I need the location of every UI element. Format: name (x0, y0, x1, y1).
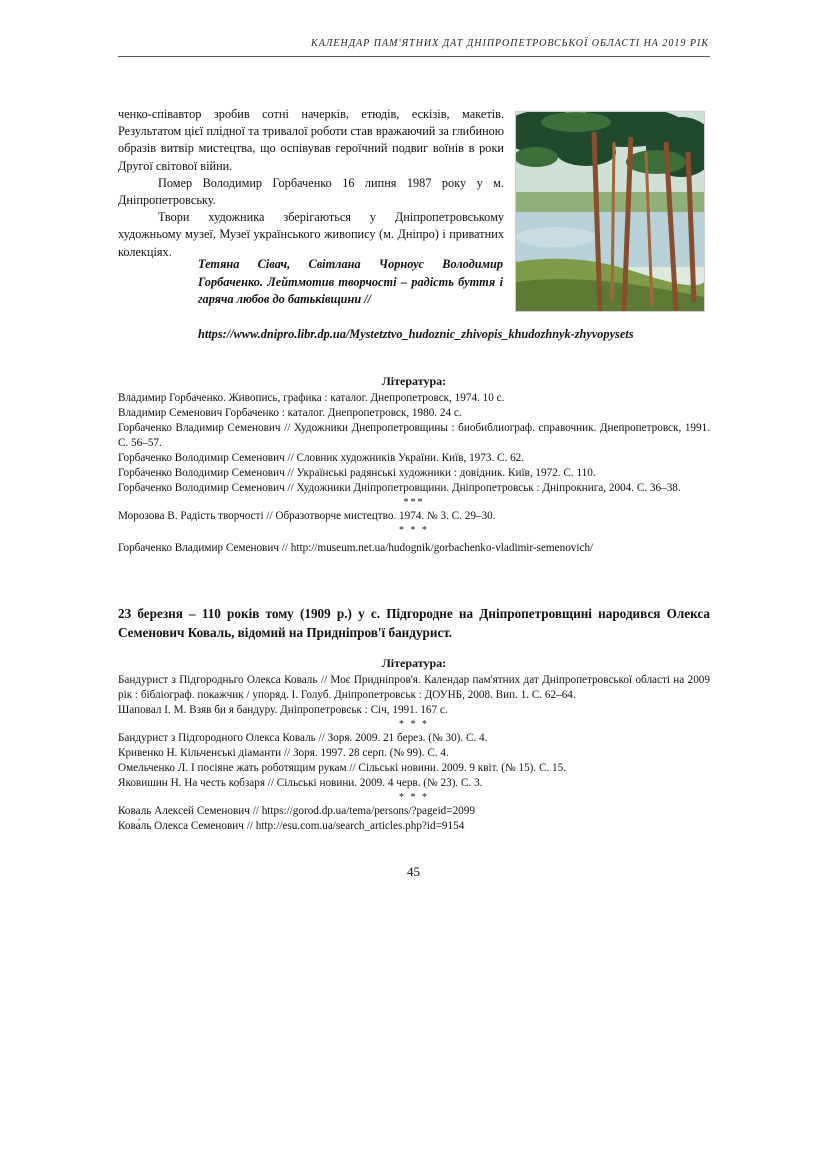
event-announcement: 23 березня – 110 років тому (1909 р.) у с. Підгородне на Дніпропетровщині народився Олекса Семенович Коваль, відомий на Придніпров'ї бандурист. (118, 606, 710, 640)
intro-paragraph-1: ченко-співавтор зробив сотні начерків, етюдів, ескізів, макетів. Результатом цієї плідної та тривалої роботи став вражаючий за глибиною образів витвір мистецтва, що оспівував героїчний подвиг воїнів в роки Другої світової війни. (118, 107, 504, 173)
reference-item: Горбаченко Владимир Семенович // http://museum.net.ua/hudognik/gorbachenko-vladimir-semenovich/ (118, 542, 594, 554)
reference-item: Шаповал І. М. Взяв би я бандуру. Дніпропетровськ : Січ, 1991. 167 с. (118, 704, 448, 716)
reference-item: Яковишин Н. На честь кобзаря // Сільські новини. 2009. 4 черв. (№ 23). С. 3. (118, 777, 483, 789)
literature-heading: Література: (381, 374, 447, 388)
reference-item: Морозова В. Радість творчості // Образотворче мистецтво. 1974. № 3. С. 29–30. (118, 510, 496, 522)
reference-item: Омельченко Л. І посіяне жать роботящим рукам // Сільські новини. 2009. 9 квіт. (№ 15). С. 15. (118, 762, 567, 774)
intro-paragraph-2: Помер Володимир Горбаченко 16 липня 1987 року у м. Дніпропетровську. (118, 175, 504, 208)
reference-item: Горбаченко Володимир Семенович // Українські радянські художники : довідник. Київ, 1972. С. 110. (118, 467, 596, 479)
separator: * * * (399, 525, 429, 536)
reference-item: Кова́ль Олекса Семенович // http://esu.com.ua/search_articles.php?id=9154 (118, 820, 465, 832)
signature-citation: Тетяна Сівач, Світлана Чорноус Володимир Горбаченко. Лейтмотив творчості – радість буття і гаряча любов до батьківщини // (198, 257, 503, 306)
literature-section-1 (118, 374, 710, 556)
intro-paragraph-3: Твори художника зберігаються у Дніпропетровському художньому музеї, Музеї українського живопису (м. Дніпро) і приватних колекціях. (118, 210, 504, 259)
reference-item: Горбаченко Володимир Семенович // Художники Дніпропетровщини. Дніпропетровськ : Дніпрокнига, 2004. С. 36–38. (118, 482, 681, 494)
reference-item: Бандурист з Підгородного Олекса Коваль // Зоря. 2009. 21 берез. (№ 30). С. 4. (118, 732, 488, 744)
separator: * * * (399, 719, 429, 730)
page-number: 45 (407, 864, 420, 879)
reference-item: Горбаченко Володимир Семенович // Словник художників України. Київ, 1973. С. 62. (118, 452, 525, 464)
reference-item: Коваль Алексей Семенович // https://gorod.dp.ua/tema/persons/?pageid=2099 (118, 805, 475, 817)
separator: * * * (399, 792, 429, 803)
separator: *** (403, 497, 425, 508)
literature-heading: Література: (381, 656, 447, 670)
reference-item: Владимир Горбаченко. Живопись, графика : каталог. Днепропетровск, 1974. 10 с. (118, 392, 505, 404)
intro-text (118, 106, 504, 261)
pine-painting (516, 112, 704, 311)
painting-image (515, 111, 705, 312)
reference-item: Бандурист з Підгородньго Олекса Коваль // Моє Придніпров'я. Календар пам'ятних дат Дніпропетровської області на 2009 рік : бібліограф. покажчик / упоряд. І. Голуб. Дніпропетровськ : ДОУНБ, 2008. Вип. 1. С. 62–64. (118, 674, 710, 701)
header-rule (118, 56, 710, 57)
running-header: КАЛЕНДАР ПАМ'ЯТНИХ ДАТ ДНІПРОПЕТРОВСЬКОЇ ОБЛАСТІ НА 2019 РІК (311, 38, 709, 49)
literature-section-2 (118, 656, 710, 834)
reference-item: Владимир Семенович Горбаченко : каталог. Днепропетровск, 1980. 24 с. (118, 407, 462, 419)
reference-item: Кривенко Н. Кільченські діаманти // Зоря. 1997. 28 серп. (№ 99). С. 4. (118, 747, 449, 759)
reference-item: Горбаченко Владимир Семенович // Художники Днепропетровщины : биобиблиограф. справочник. Днепропетровск, 1991. С. 56–57. (118, 422, 710, 449)
signature-url: https://www.dnipro.libr.dp.ua/Mystetztvo_hudoznic_zhivopis_khudozhnyk-zhyvopysets (198, 327, 634, 341)
